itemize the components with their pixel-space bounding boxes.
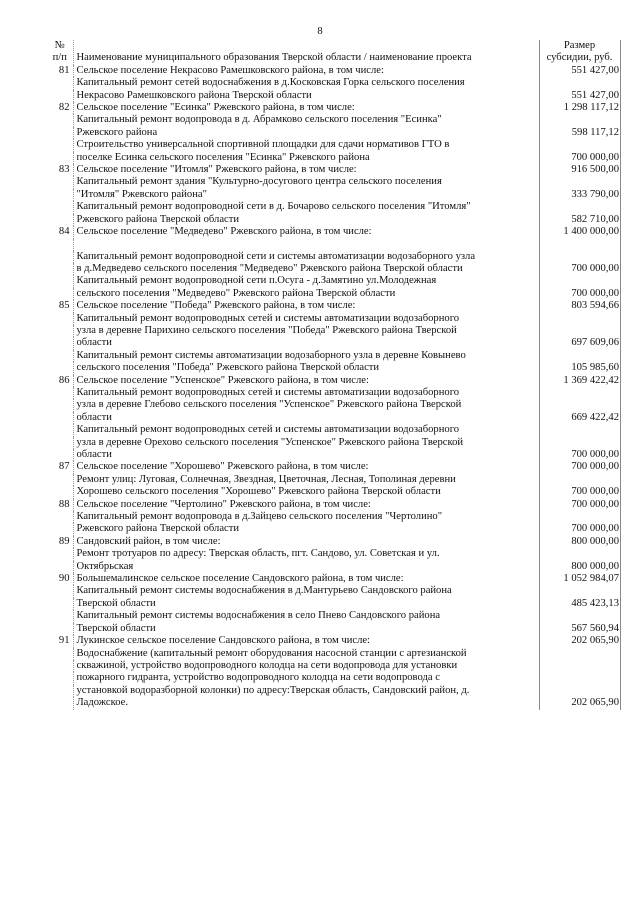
row-description: узла в деревне Орехово сельского поселения "Успенское" Ржевского района Тверской [76, 436, 464, 448]
table-row [46, 511, 621, 523]
row-number [46, 152, 74, 164]
row-amount [540, 585, 621, 597]
table-row [46, 239, 621, 251]
row-description: Водоснабжение (капитальный ремонт оборудования насосной станции с артезианской [76, 647, 467, 659]
row-description: Ремонт улиц: Луговая, Солнечная, Звездная, Цветочная, Лесная, Тополиная деревни [76, 473, 456, 485]
table-row [46, 685, 621, 697]
table-row [46, 288, 621, 300]
row-amount [540, 313, 621, 325]
row-description: Сельское поселение "Есинка" Ржевского района, в том числе: [76, 102, 355, 114]
row-number [46, 685, 74, 697]
row-number [46, 511, 74, 523]
row-amount [540, 437, 621, 449]
table-row [46, 598, 621, 610]
row-number [46, 288, 74, 300]
table-row [46, 337, 621, 349]
row-description: "Итомля" Ржевского района" [76, 188, 207, 200]
table-row [46, 536, 621, 548]
header-number-abbr: п/п [52, 52, 67, 64]
row-amount: 803 594,66 [540, 300, 621, 312]
header-name: Наименование муниципального образования Тверской области / наименование проекта [76, 52, 472, 64]
row-amount: 700 000,00 [540, 499, 621, 511]
row-number: 87 [46, 461, 74, 473]
header-number-cell [46, 40, 74, 65]
row-description: Капитальный ремонт водопроводной сети п.Осуга - д.Замятино ул.Молодежная [76, 275, 437, 287]
row-description: поселке Есинка сельского поселения "Есинка" Ржевского района [76, 151, 370, 163]
row-number [46, 337, 74, 349]
row-description: Капитальный ремонт водопровода в д.Зайцево сельского поселения "Чертолино" [76, 511, 443, 523]
row-amount [540, 350, 621, 362]
row-amount [540, 176, 621, 188]
table-row [46, 697, 621, 709]
table-row [46, 189, 621, 201]
row-amount: 700 000,00 [540, 486, 621, 498]
row-description: Сельское поселение "Хорошево" Ржевского района, в том числе: [76, 461, 369, 473]
row-description [74, 239, 540, 251]
row-number [46, 449, 74, 461]
row-amount: 333 790,00 [540, 189, 621, 201]
row-description: Лукинское сельское поселение Сандовского района, в том числе: [76, 635, 371, 647]
row-number [46, 585, 74, 597]
table-row [46, 164, 621, 176]
table-row [46, 375, 621, 387]
row-amount: 669 422,42 [540, 412, 621, 424]
row-amount: 1 369 422,42 [540, 375, 621, 387]
row-amount: 800 000,00 [540, 561, 621, 573]
row-amount [540, 685, 621, 697]
header-amount-cell [540, 40, 621, 65]
row-description: Капитальный ремонт водопровода в д. Абрамково сельского поселения "Есинка" [76, 114, 442, 126]
row-number [46, 201, 74, 213]
row-amount [540, 660, 621, 672]
row-number [46, 251, 74, 263]
table-row [46, 623, 621, 635]
header-amount-line1: Размер [563, 40, 596, 51]
row-amount [540, 239, 621, 251]
row-description: Некрасово Рамешковского района Тверской области [76, 89, 312, 101]
table-row [46, 90, 621, 102]
row-amount [540, 114, 621, 126]
row-amount [540, 672, 621, 684]
table-row [46, 139, 621, 151]
table-row [46, 660, 621, 672]
table-row [46, 573, 621, 585]
table-row [46, 561, 621, 573]
row-amount: 598 117,12 [540, 127, 621, 139]
page-number: 8 [317, 26, 323, 37]
table-row [46, 672, 621, 684]
row-number: 82 [46, 102, 74, 114]
row-number [46, 263, 74, 275]
row-amount: 697 609,06 [540, 337, 621, 349]
row-number: 85 [46, 300, 74, 312]
row-number [46, 77, 74, 89]
row-amount: 551 427,00 [540, 90, 621, 102]
table-row [46, 412, 621, 424]
row-amount [540, 399, 621, 411]
row-amount [540, 275, 621, 287]
table-row [46, 313, 621, 325]
row-description: Капитальный ремонт здания "Культурно-досугового центра сельского поселения [76, 176, 442, 188]
row-number [46, 350, 74, 362]
row-description: в д.Медведево сельского поселения "Медведево" Ржевского района Тверской области [76, 262, 463, 274]
table-row [46, 251, 621, 263]
row-description: Ремонт тротуаров по адресу: Тверская область, пгт. Сандово, ул. Советская и ул. [76, 548, 440, 560]
table-row [46, 102, 621, 114]
row-number [46, 239, 74, 251]
row-description: Ржевского района Тверской области [76, 213, 240, 225]
row-number [46, 548, 74, 560]
table-row [46, 424, 621, 436]
row-number: 86 [46, 375, 74, 387]
row-number [46, 362, 74, 374]
table-row [46, 176, 621, 188]
table-row [46, 214, 621, 226]
row-amount: 700 000,00 [540, 288, 621, 300]
table-row [46, 226, 621, 238]
table-row [46, 201, 621, 213]
row-number: 84 [46, 226, 74, 238]
row-description: Капитальный ремонт системы водоснабжения в д.Мантурьево Сандовского района [76, 585, 452, 597]
row-number [46, 387, 74, 399]
row-description: установкой водоразборной колонки) по адресу:Тверская область, Сандовский район, д. [76, 684, 470, 696]
row-number [46, 176, 74, 188]
row-amount [540, 648, 621, 660]
table-row [46, 362, 621, 374]
row-number [46, 523, 74, 535]
row-number [46, 424, 74, 436]
table-row [46, 263, 621, 275]
row-amount: 202 065,90 [540, 697, 621, 709]
table-row [46, 77, 621, 89]
row-description: Капитальный ремонт водопроводной сети и системы автоматизации водозаборного узла [76, 250, 476, 262]
row-amount: 582 710,00 [540, 214, 621, 226]
row-description: Сандовский район, в том числе: [76, 535, 221, 547]
table-row [46, 350, 621, 362]
table-row [46, 635, 621, 647]
table-row [46, 474, 621, 486]
row-number [46, 139, 74, 151]
row-amount: 485 423,13 [540, 598, 621, 610]
row-amount [540, 474, 621, 486]
row-description: сельского поселения "Победа" Ржевского района Тверской области [76, 362, 380, 374]
row-description: Сельское поселение "Медведево" Ржевского района, в том числе: [76, 226, 372, 238]
row-description: Сельское поселение "Победа" Ржевского района, в том числе: [76, 300, 356, 312]
table-row [46, 486, 621, 498]
row-amount [540, 610, 621, 622]
row-amount: 700 000,00 [540, 263, 621, 275]
row-amount [540, 77, 621, 89]
row-description: области [76, 411, 112, 423]
row-number: 90 [46, 573, 74, 585]
table-row [46, 548, 621, 560]
row-description: Капитальный ремонт системы автоматизации водозаборного узла в деревне Ковынево [76, 349, 466, 361]
row-amount: 700 000,00 [540, 449, 621, 461]
header-amount-line2: субсидии, руб. [546, 52, 613, 64]
row-description: скважиной, устройство водопроводного колодца на сети водопровода для установки [76, 659, 458, 671]
row-number [46, 325, 74, 337]
row-amount [540, 251, 621, 263]
row-description: узла в деревне Парихино сельского поселения "Победа" Ржевского района Тверской [76, 324, 457, 336]
row-amount: 551 427,00 [540, 65, 621, 77]
row-description: Тверской области [76, 622, 156, 634]
row-number [46, 127, 74, 139]
row-description: сельского поселения "Медведево" Ржевского района Тверской области [76, 287, 396, 299]
table-row [46, 114, 621, 126]
row-number: 89 [46, 536, 74, 548]
row-number [46, 412, 74, 424]
row-amount: 700 000,00 [540, 523, 621, 535]
row-amount: 202 065,90 [540, 635, 621, 647]
row-amount [540, 548, 621, 560]
row-number [46, 672, 74, 684]
row-amount [540, 325, 621, 337]
row-number [46, 399, 74, 411]
row-amount [540, 424, 621, 436]
table-row [46, 499, 621, 511]
row-description: узла в деревне Глебово сельского поселения "Успенское" Ржевского района Тверской [76, 399, 462, 411]
row-description: Капитальный ремонт водопроводных сетей и системы автоматизации водозаборного [76, 386, 460, 398]
row-amount [540, 511, 621, 523]
row-description: Сельское поселение "Чертолино" Ржевского района, в том числе: [76, 498, 371, 510]
table-row [46, 300, 621, 312]
table-row [46, 325, 621, 337]
row-description: области [76, 449, 112, 460]
row-number [46, 610, 74, 622]
row-amount [540, 139, 621, 151]
table-row [46, 449, 621, 461]
row-number: 83 [46, 164, 74, 176]
row-number [46, 90, 74, 102]
table-row [46, 648, 621, 660]
row-amount: 105 985,60 [540, 362, 621, 374]
row-description: Строительство универсальной спортивной площадки для сдачи нормативов ГТО в [76, 139, 450, 151]
row-description: Сельское поселение "Успенское" Ржевского района, в том числе: [76, 374, 369, 386]
row-number [46, 114, 74, 126]
row-description: Ржевского района [76, 126, 158, 138]
table-row [46, 585, 621, 597]
row-description: пожарного гидранта, устройство водопроводного колодца на сети водопровода с [76, 672, 440, 684]
row-amount: 916 500,00 [540, 164, 621, 176]
table-row [46, 523, 621, 535]
row-description: Капитальный ремонт водопроводных сетей и системы автоматизации водозаборного [76, 312, 460, 324]
row-description: области [76, 337, 112, 349]
row-amount: 567 560,94 [540, 623, 621, 635]
row-number [46, 660, 74, 672]
row-description: Капитальный ремонт водопроводной сети в д. Бочарово сельского поселения "Итомля" [76, 201, 471, 213]
row-number [46, 437, 74, 449]
table-row [46, 437, 621, 449]
table-row [46, 610, 621, 622]
row-description: Сельское поселение Некрасово Рамешковского района, в том числе: [76, 64, 384, 76]
row-number [46, 598, 74, 610]
row-description: Сельское поселение "Итомля" Ржевского района, в том числе: [76, 164, 357, 176]
subsidy-table [46, 40, 621, 710]
row-amount [540, 201, 621, 213]
row-amount: 700 000,00 [540, 152, 621, 164]
table-row [46, 65, 621, 77]
row-amount [540, 387, 621, 399]
table-row [46, 399, 621, 411]
row-description: Капитальный ремонт системы водоснабжения в село Пнево Сандовского района [76, 610, 441, 622]
table-row [46, 127, 621, 139]
row-number [46, 214, 74, 226]
header-name-cell [74, 40, 540, 65]
row-description: Капитальный ремонт водопроводных сетей и системы автоматизации водозаборного [76, 424, 460, 436]
row-description: Тверской области [76, 597, 156, 609]
row-number [46, 561, 74, 573]
row-number [46, 275, 74, 287]
row-number [46, 313, 74, 325]
table-row [46, 152, 621, 164]
row-number: 91 [46, 635, 74, 647]
row-amount: 1 298 117,12 [540, 102, 621, 114]
row-amount: 800 000,00 [540, 536, 621, 548]
row-number: 81 [46, 65, 74, 77]
row-number: 88 [46, 499, 74, 511]
row-number [46, 623, 74, 635]
table-row [46, 387, 621, 399]
row-amount: 1 052 984,07 [540, 573, 621, 585]
table-row [46, 275, 621, 287]
table-header-row [46, 40, 621, 65]
row-description: Капитальный ремонт сетей водоснабжения в д.Косковская Горка сельского поселения [76, 77, 465, 89]
row-number [46, 474, 74, 486]
row-description: Ржевского района Тверской области [76, 523, 240, 535]
row-description: Хорошево сельского поселения "Хорошево" Ржевского района Тверской области [76, 486, 441, 498]
row-number [46, 697, 74, 709]
row-description: Ладожское. [76, 697, 129, 709]
row-amount: 1 400 000,00 [540, 226, 621, 238]
header-number-symbol: № [54, 40, 65, 51]
row-number [46, 486, 74, 498]
row-description: Октябрьская [76, 560, 134, 572]
row-number [46, 189, 74, 201]
row-number [46, 648, 74, 660]
row-description: Большемалинское сельское поселение Сандовского района, в том числе: [76, 573, 404, 585]
table-row [46, 461, 621, 473]
row-amount: 700 000,00 [540, 461, 621, 473]
